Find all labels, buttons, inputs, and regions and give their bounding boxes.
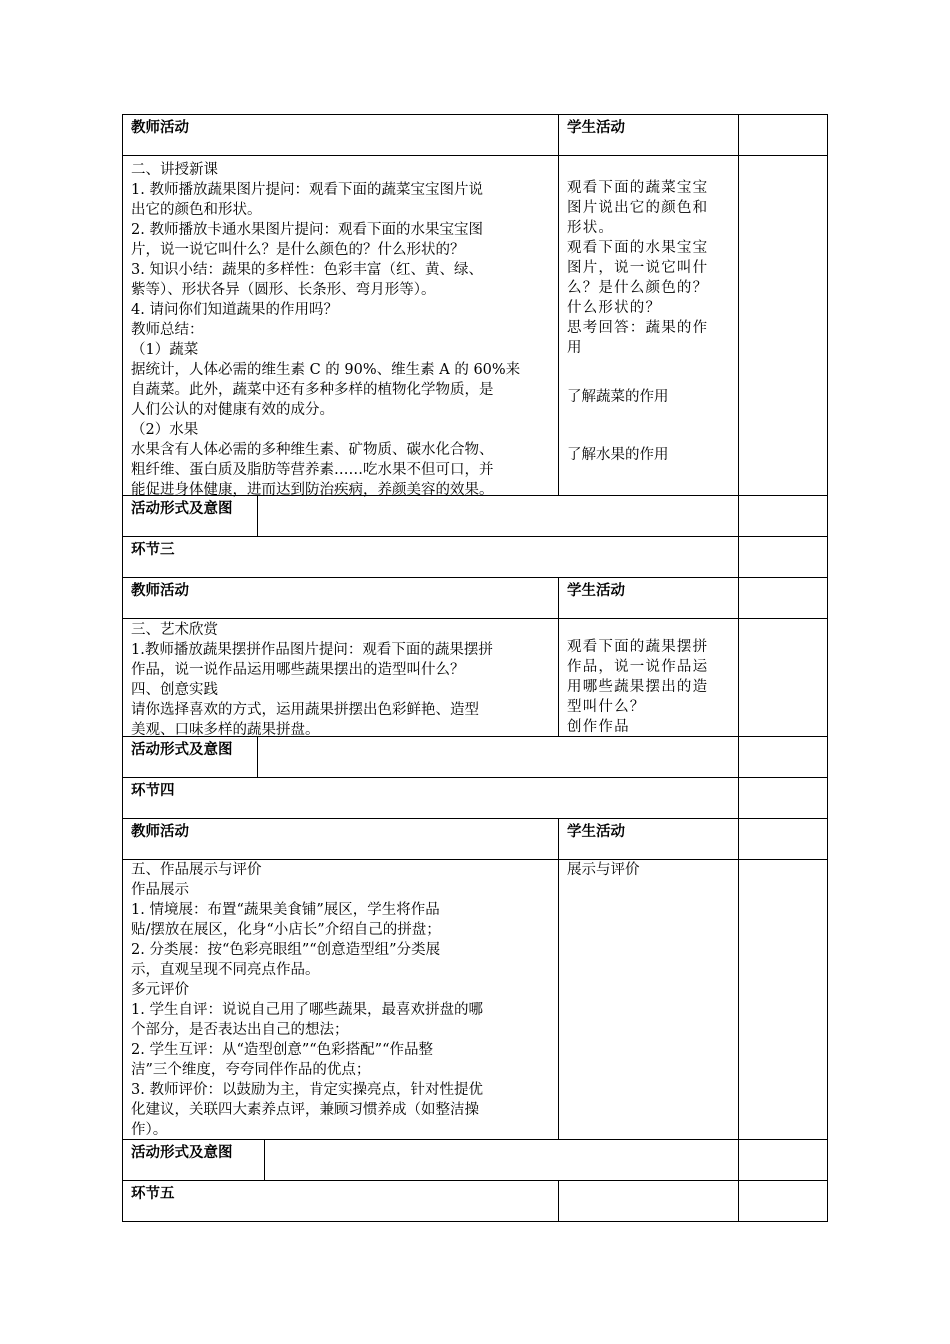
activity-purpose-label: 活动形式及意图 xyxy=(131,1145,233,1161)
text-line: 型叫什么？ xyxy=(567,699,646,715)
table-rule xyxy=(558,818,559,1140)
text-line: 么？是什么颜色的？ xyxy=(567,280,709,296)
text-line: 创作作品 xyxy=(567,719,630,735)
text-line: 观看下面的蔬果摆拼 xyxy=(567,639,709,655)
text-line: 用 xyxy=(567,340,583,356)
text-line: 教师总结： xyxy=(131,322,204,338)
text-line: 2. 分类展：按“色彩亮眼组”“创意造型组”分类展 xyxy=(131,942,441,958)
text-line: 4. 请问你们知道蔬果的作用吗？ xyxy=(131,302,338,318)
teacher-activity-header: 教师活动 xyxy=(131,583,189,599)
student-veg-note: 了解蔬菜的作用 xyxy=(567,389,669,405)
text-line: 洁”三个维度，夸夸同伴作品的优点； xyxy=(131,1062,371,1078)
link-four-title: 环节四 xyxy=(131,783,175,799)
text-line: 三、艺术欣赏 xyxy=(131,622,218,638)
text-line: 能促进身体健康，进而达到防治疾病，养颜美容的效果。 xyxy=(131,482,494,498)
student-activity-header: 学生活动 xyxy=(567,824,625,840)
text-line: 贴/摆放在展区，化身“小店长”介绍自己的拼盘； xyxy=(131,922,441,938)
table-rule xyxy=(122,114,123,1222)
text-line: 示，直观呈现不同亮点作品。 xyxy=(131,962,320,978)
teacher-activity-section4 xyxy=(131,860,483,1140)
text-line: 美观、口味多样的蔬果拼盘。 xyxy=(131,722,320,738)
teacher-activity-section2 xyxy=(131,160,520,500)
text-line: 五、作品展示与评价 xyxy=(131,862,262,878)
text-line: 人们公认的对健康有效的成分。 xyxy=(131,402,334,418)
table-rule xyxy=(558,114,559,496)
student-activity-section4 xyxy=(567,860,640,880)
table-rule xyxy=(738,114,739,1222)
activity-purpose-label: 活动形式及意图 xyxy=(131,501,233,517)
teacher-activity-header: 教师活动 xyxy=(131,120,189,136)
text-line: 1. 情境展：布置“蔬果美食铺”展区，学生将作品 xyxy=(131,902,440,918)
table-rule xyxy=(257,736,258,778)
text-line: 化建议，关联四大素养点评，兼顾习惯养成（如整洁操 xyxy=(131,1102,479,1118)
table-rule xyxy=(558,1180,559,1222)
text-line: 自蔬菜。此外，蔬菜中还有多种多样的植物化学物质，是 xyxy=(131,382,494,398)
text-line: 个部分，是否表达出自己的想法； xyxy=(131,1022,349,1038)
text-line: 二、讲授新课 xyxy=(131,162,218,178)
student-activity-section3 xyxy=(567,637,708,737)
activity-purpose-label: 活动形式及意图 xyxy=(131,742,233,758)
link-three-title: 环节三 xyxy=(131,542,175,558)
text-line: 出它的颜色和形状。 xyxy=(131,202,262,218)
text-line: 水果含有人体必需的多种维生素、矿物质、碳水化合物、 xyxy=(131,442,494,458)
text-line: 作品，说一说作品运 xyxy=(567,659,709,675)
text-line: 多元评价 xyxy=(131,982,189,998)
table-rule xyxy=(122,818,828,819)
table-rule xyxy=(122,1221,828,1222)
text-line: 思考回答：蔬果的作 xyxy=(567,320,709,336)
text-line: 图片说出它的颜色和 xyxy=(567,200,709,216)
table-rule xyxy=(122,577,828,578)
text-line: 四、创意实践 xyxy=(131,682,218,698)
table-rule xyxy=(122,536,828,537)
text-line: 1.教师播放蔬果摆拼作品图片提问：观看下面的蔬果摆拼 xyxy=(131,642,493,658)
text-line: 作品，说一说作品运用哪些蔬果摆出的造型叫什么？ xyxy=(131,662,465,678)
text-line: 用哪些蔬果摆出的造 xyxy=(567,679,709,695)
teacher-activity-header: 教师活动 xyxy=(131,824,189,840)
student-fruit-note: 了解水果的作用 xyxy=(567,447,669,463)
teacher-activity-section3 xyxy=(131,620,493,740)
link-five-title: 环节五 xyxy=(131,1186,175,1202)
text-line: （2）水果 xyxy=(131,422,199,438)
text-line: 3. 教师评价：以鼓励为主，肯定实操亮点，针对性提优 xyxy=(131,1082,483,1098)
text-line: 1. 学生自评：说说自己用了哪些蔬果，最喜欢拼盘的哪 xyxy=(131,1002,483,1018)
text-line: 展示与评价 xyxy=(567,862,640,878)
text-line: 3. 知识小结：蔬果的多样性：色彩丰富（红、黄、绿、 xyxy=(131,262,483,278)
text-line: 紫等）、形状各异（圆形、长条形、弯月形等）。 xyxy=(131,282,436,298)
text-line: 粗纤维、蛋白质及脂肪等营养素……吃水果不但可口，并 xyxy=(131,462,494,478)
text-line: 观看下面的蔬菜宝宝 xyxy=(567,180,709,196)
text-line: 1. 教师播放蔬果图片提问：观看下面的蔬菜宝宝图片说 xyxy=(131,182,483,198)
table-rule xyxy=(122,155,828,156)
text-line: 图片，说一说它叫什 xyxy=(567,260,709,276)
student-activity-section2 xyxy=(567,178,708,358)
text-line: （1）蔬菜 xyxy=(131,342,199,358)
table-rule xyxy=(264,1139,265,1181)
text-line: 2. 教师播放卡通水果图片提问：观看下面的水果宝宝图 xyxy=(131,222,483,238)
student-activity-header: 学生活动 xyxy=(567,583,625,599)
table-rule xyxy=(827,114,828,1222)
text-line: 请你选择喜欢的方式，运用蔬果拼摆出色彩鲜艳、造型 xyxy=(131,702,479,718)
table-rule xyxy=(257,495,258,537)
text-line: 作）。 xyxy=(131,1122,168,1138)
table-rule xyxy=(122,114,828,115)
table-rule xyxy=(558,577,559,737)
text-line: 什么形状的？ xyxy=(567,300,662,316)
text-line: 片，说一说它叫什么？是什么颜色的？什么形状的？ xyxy=(131,242,465,258)
table-rule xyxy=(122,777,828,778)
text-line: 作品展示 xyxy=(131,882,189,898)
text-line: 2. 学生互评：从“造型创意”“色彩搭配”“作品整 xyxy=(131,1042,434,1058)
text-line: 形状。 xyxy=(567,220,615,236)
table-rule xyxy=(122,1180,828,1181)
text-line: 据统计，人体必需的维生素 C 的 90%、维生素 A 的 60%来 xyxy=(131,362,521,378)
table-rule xyxy=(122,618,828,619)
text-line: 观看下面的水果宝宝 xyxy=(567,240,709,256)
student-activity-header: 学生活动 xyxy=(567,120,625,136)
